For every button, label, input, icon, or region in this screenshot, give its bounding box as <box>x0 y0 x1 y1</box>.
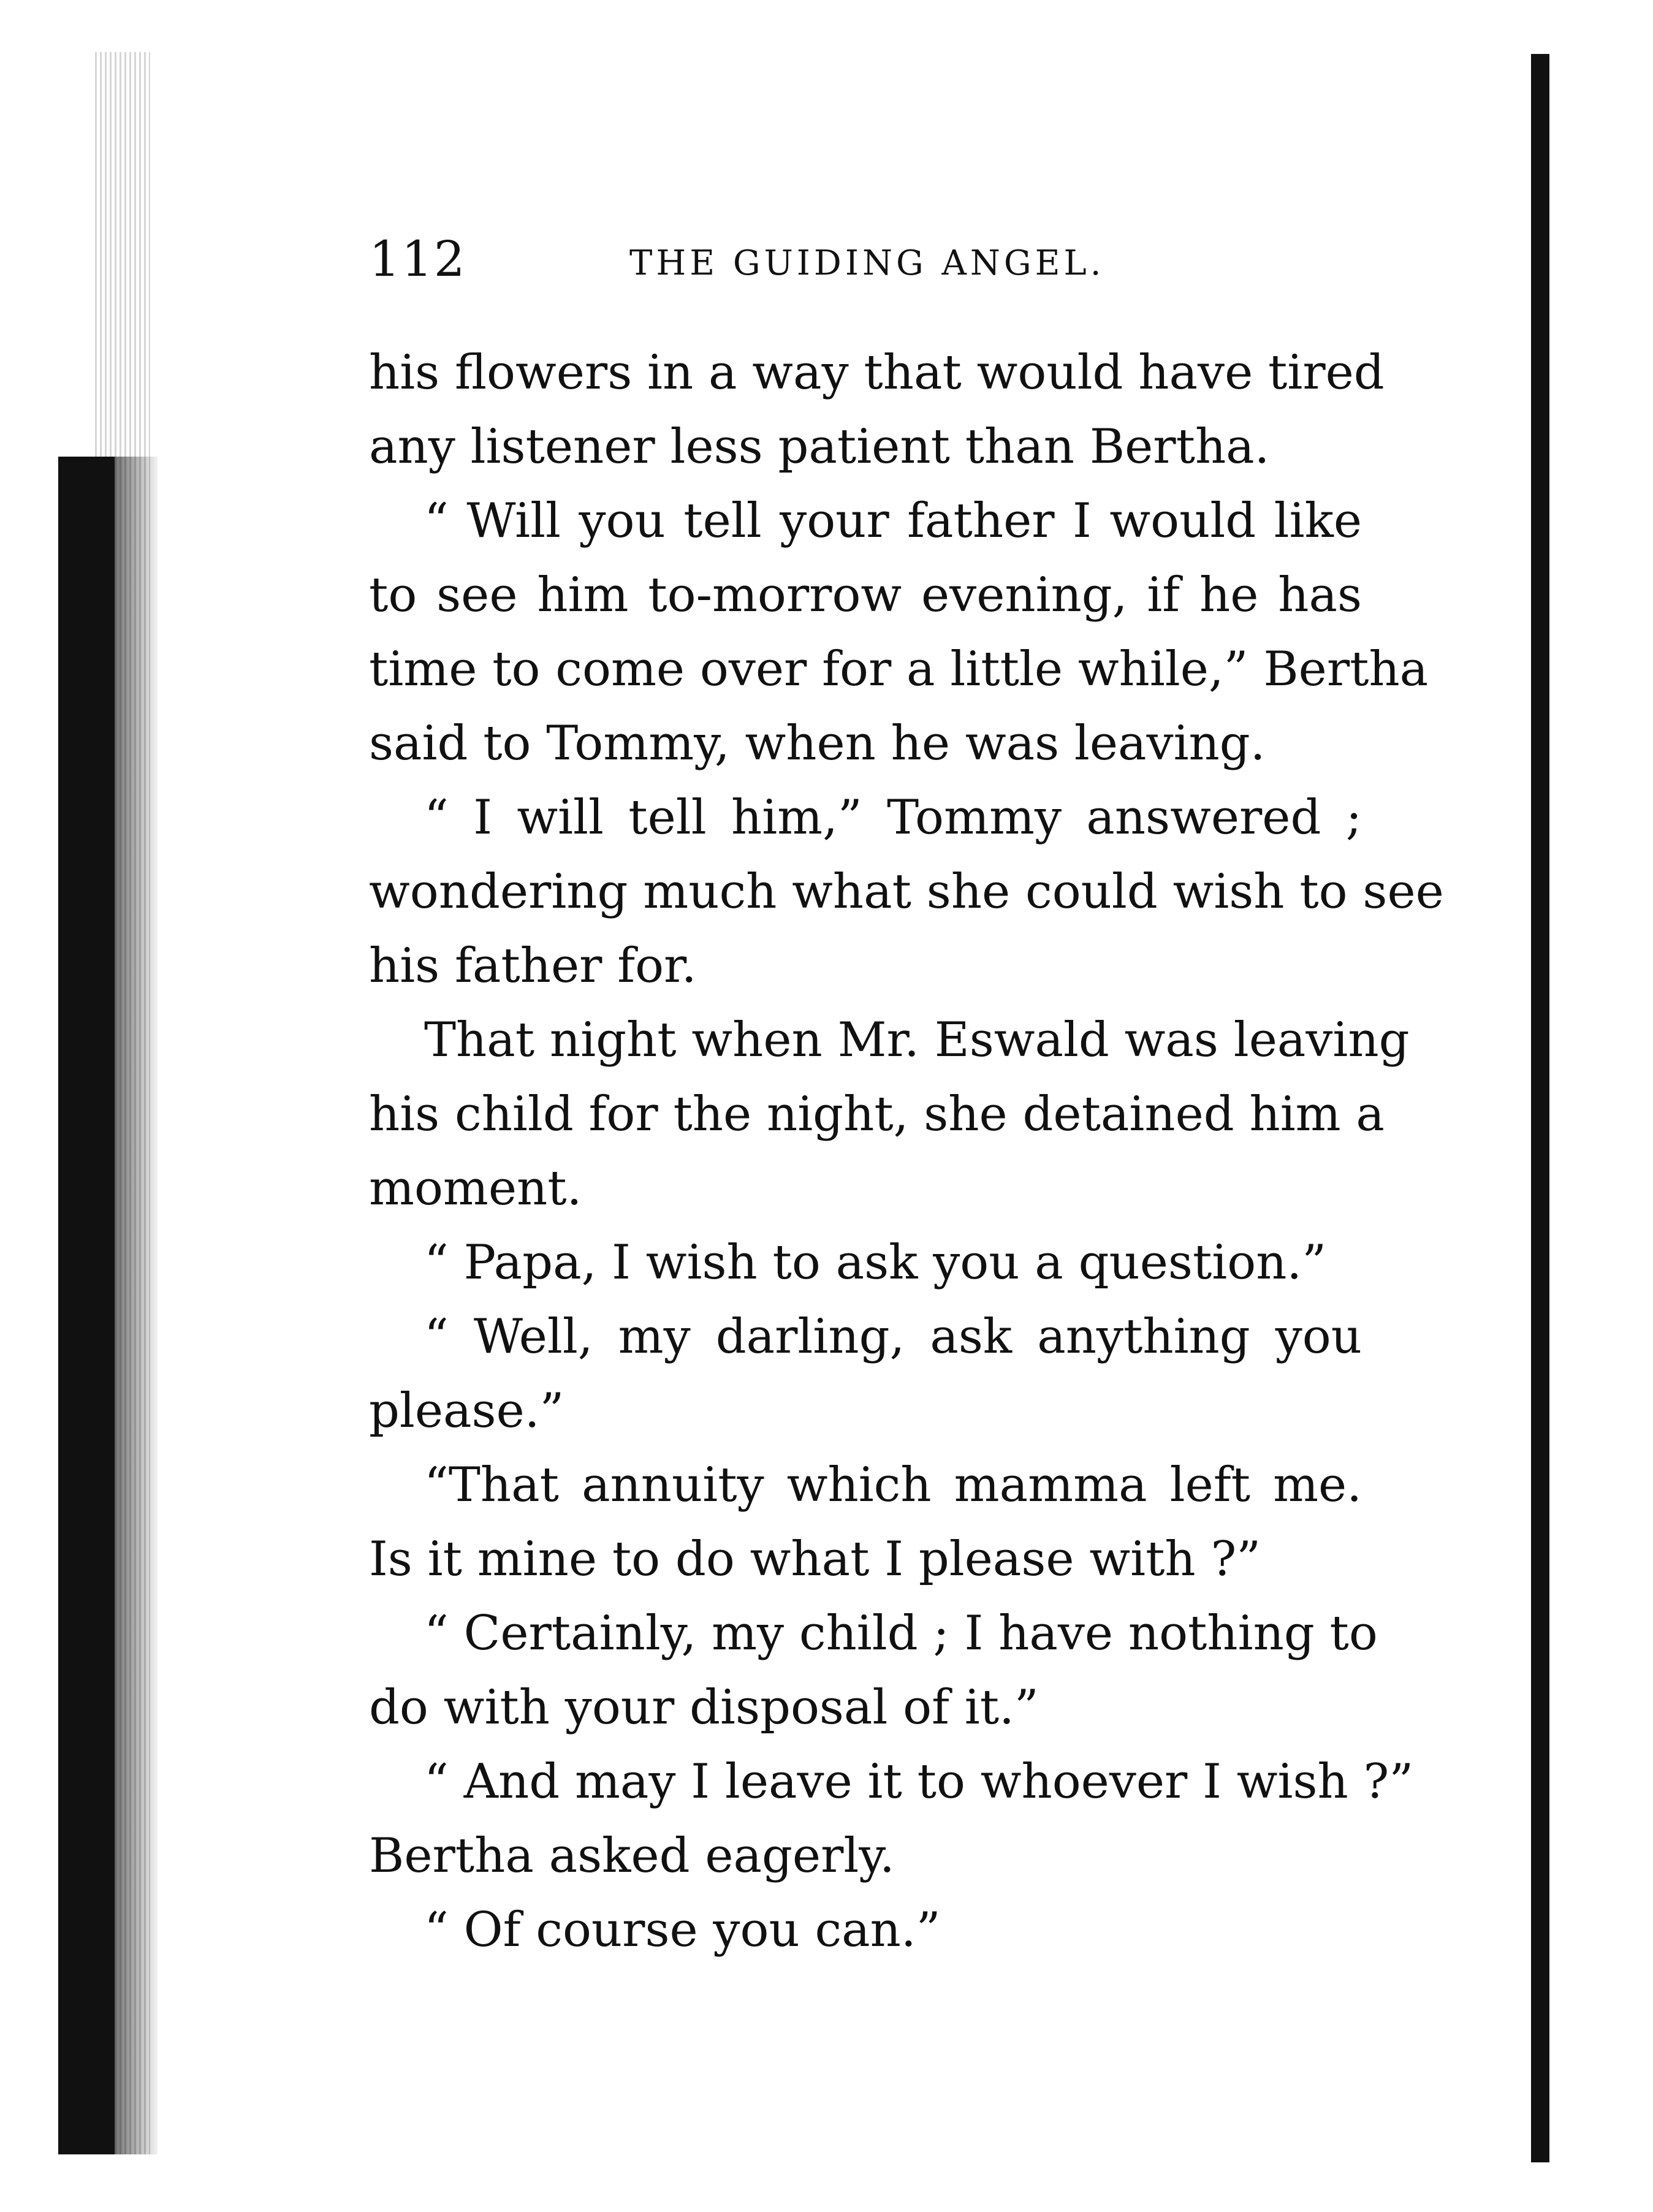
text-line: “ Of course you can.” <box>424 1902 941 1958</box>
text-line: “ Certainly, my child ; I have nothing to <box>424 1606 1378 1661</box>
text-line: time to come over for a little while,” Bertha <box>369 642 1429 697</box>
text-line: Bertha asked eagerly. <box>369 1828 895 1883</box>
text-line: please.” <box>369 1383 564 1439</box>
text-line: moment. <box>369 1161 582 1216</box>
body-text <box>369 336 1444 1967</box>
text-line: his flowers in a way that would have tired <box>369 345 1385 400</box>
running-title: THE GUIDING ANGEL. <box>629 243 1105 283</box>
text-line: That night when Mr. Eswald was leaving <box>424 1013 1410 1068</box>
binding-shadow <box>58 457 115 2154</box>
text-line: “ Papa, I wish to ask you a question.” <box>424 1235 1327 1290</box>
text-line: “That annuity which mamma left me. <box>424 1458 1362 1513</box>
text-line: do with your disposal of it.” <box>369 1680 1039 1735</box>
text-line: “ And may I leave it to whoever I wish ?” <box>424 1754 1414 1809</box>
binding-shadow-fade <box>115 457 158 2154</box>
text-line: his father for. <box>369 938 697 994</box>
text-line: his child for the night, she detained him a <box>369 1087 1385 1142</box>
text-line: any listener less patient than Bertha. <box>369 419 1270 474</box>
text-line: wondering much what she could wish to see <box>369 864 1444 919</box>
text-line: said to Tommy, when he was leaving. <box>369 716 1266 771</box>
text-line: “ I will tell him,” Tommy answered ; <box>424 790 1362 845</box>
text-line: Is it mine to do what I please with ?” <box>369 1532 1261 1587</box>
text-line: “ Well, my darling, ask anything you <box>424 1309 1362 1364</box>
page-header <box>369 232 1362 287</box>
text-line: “ Will you tell your father I would like <box>424 493 1362 549</box>
text-line: to see him to-morrow evening, if he has <box>369 568 1362 623</box>
page-number: 112 <box>369 230 466 287</box>
page-edge <box>1531 54 1549 2162</box>
